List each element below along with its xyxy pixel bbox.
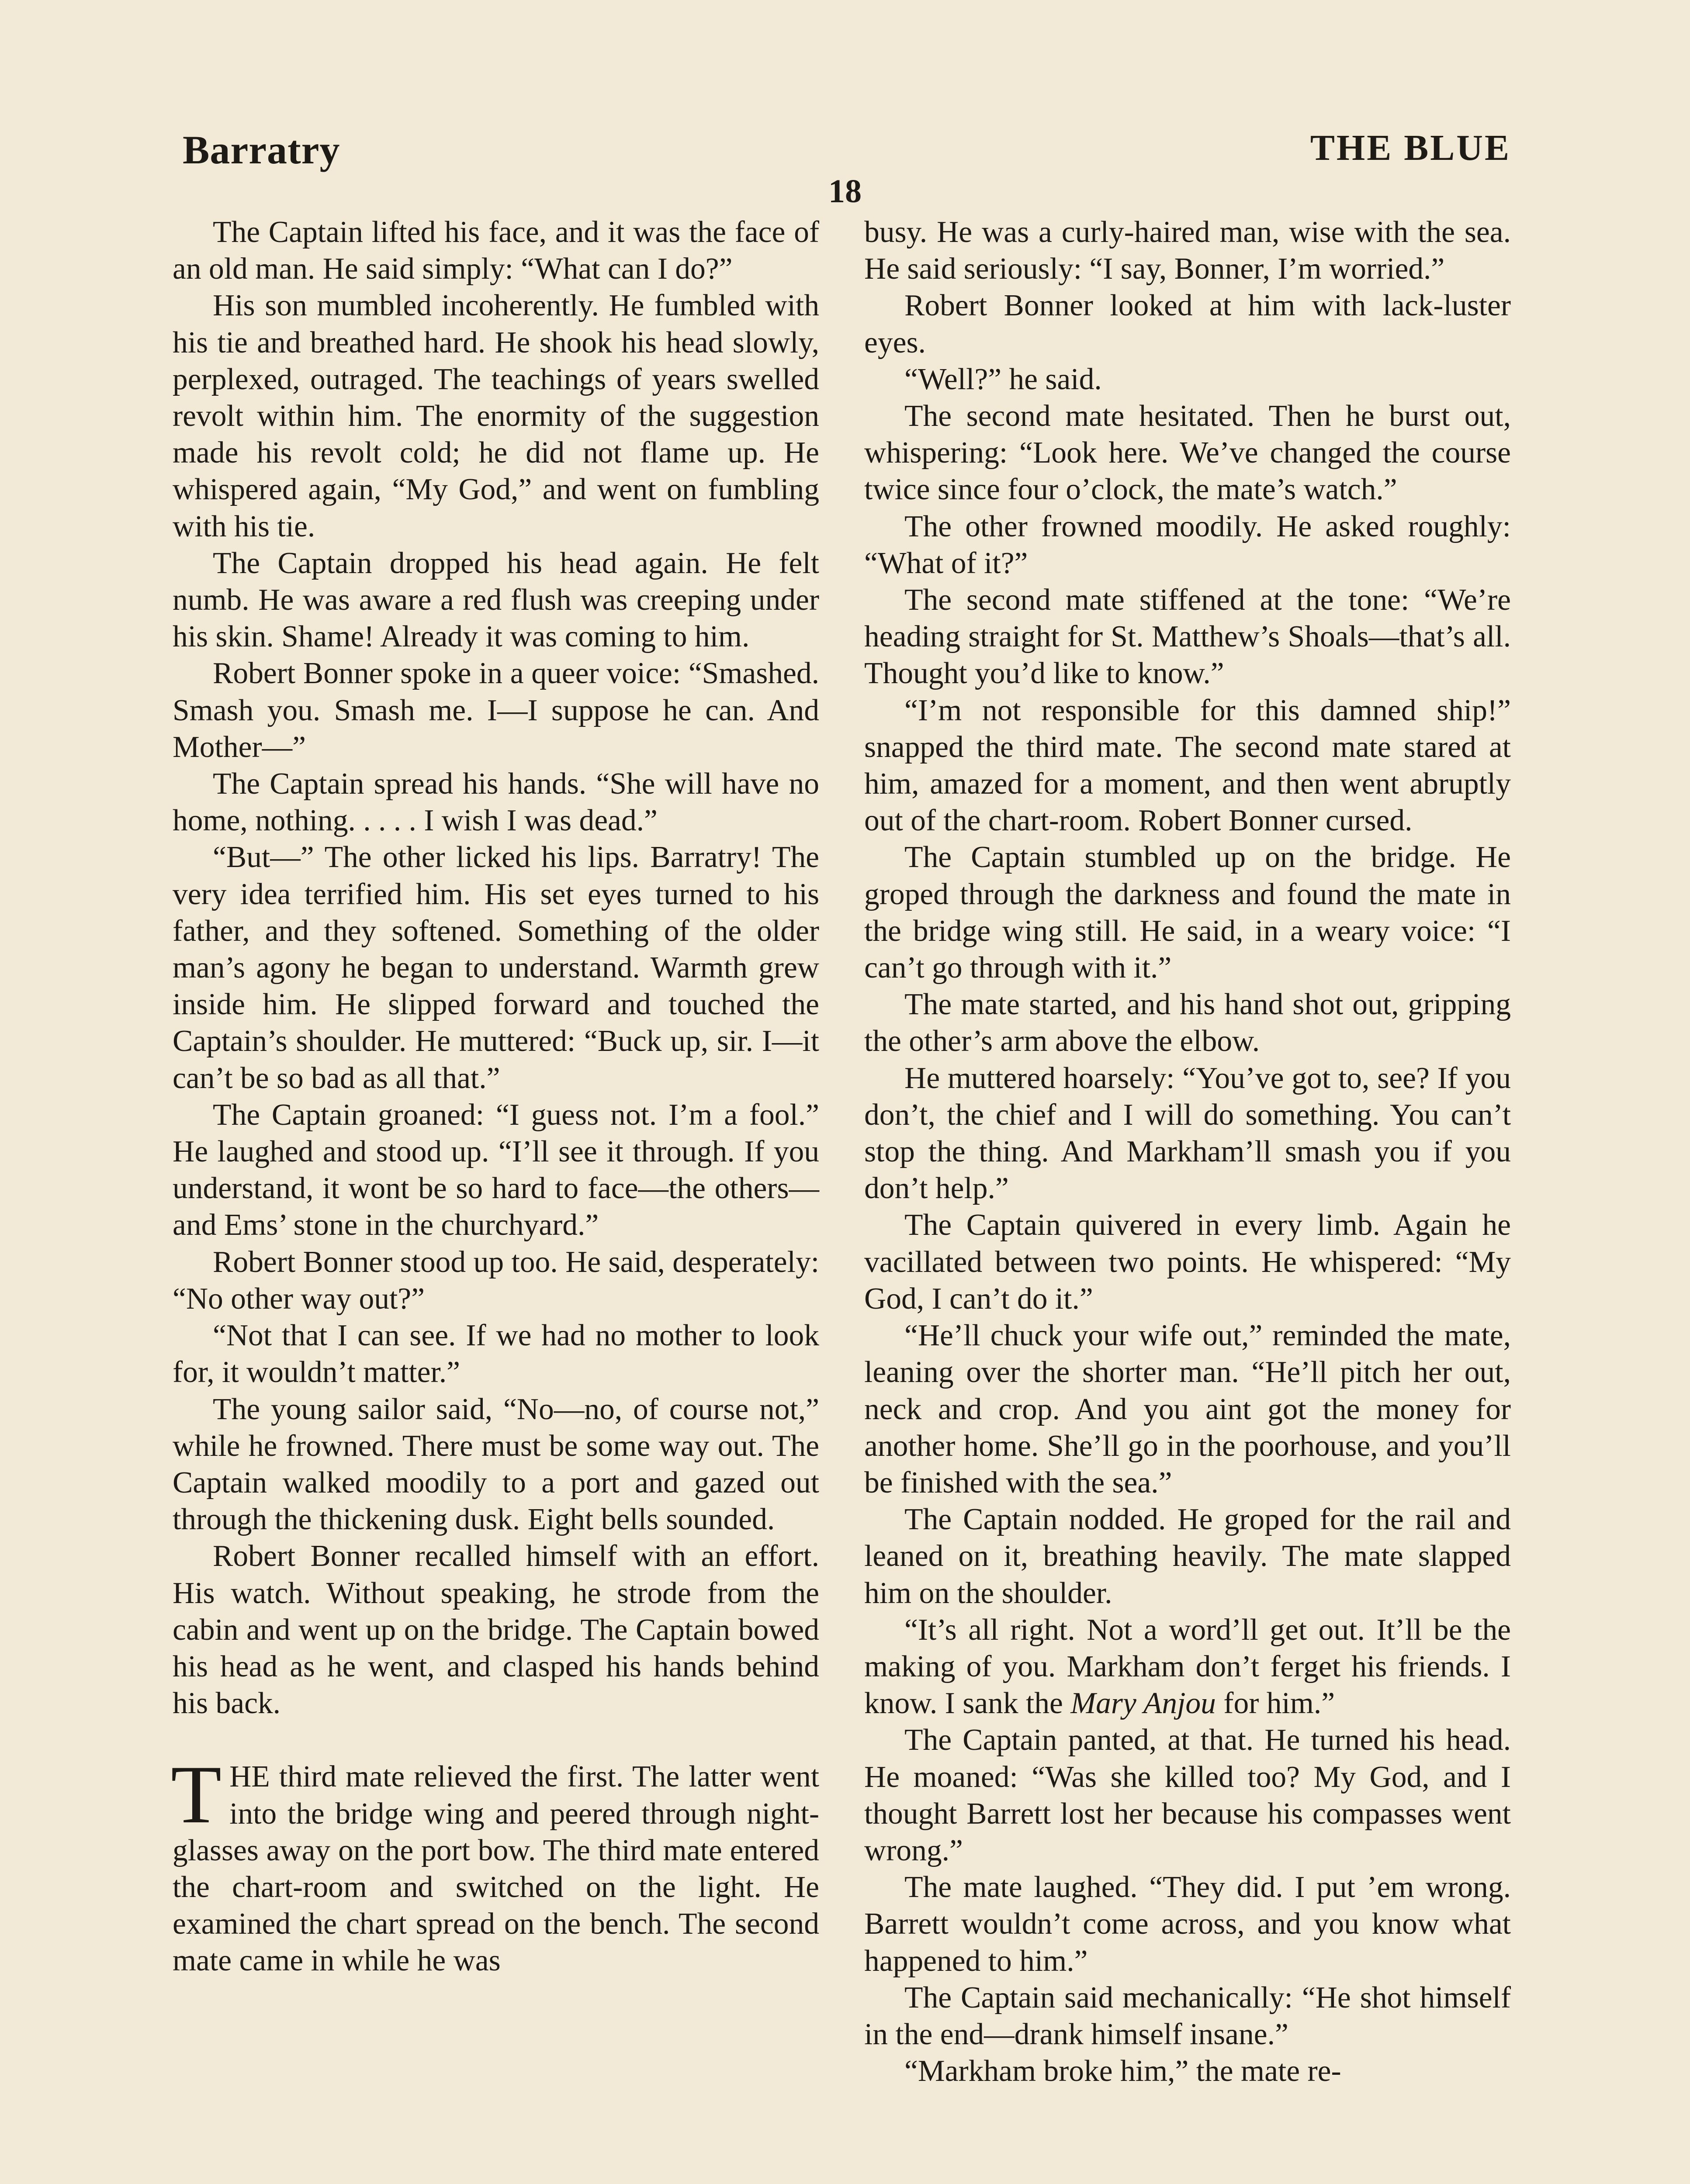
paragraph: The second mate stiffened at the tone: “We’re heading straight for St. Matthew’s Shoals—that’s all. Thought you’d like to know.”: [864, 583, 1511, 691]
paragraph: The Captain spread his hands. “She will have no home, nothing. . . . . I wish I was dead.”: [173, 767, 819, 838]
paragraph: The second mate hesitated. Then he burst out, whispering: “Look here. We’ve changed the course twice since four o’clock, the mate’s watch.”: [864, 399, 1511, 507]
paragraph: “Well?” he said.: [904, 362, 1102, 396]
paragraph: The mate laughed. “They did. I put ’em wrong. Barrett wouldn’t come across, and you know what happened to him.”: [864, 1870, 1511, 1978]
magazine-title-header: THE BLUE: [1310, 128, 1511, 168]
paragraph: Robert Bonner recalled himself with an effort. His watch. Without speaking, he strode from the cabin and went up on the bridge. The Captain bowed his head as he went, and clasped his hands behind his back.: [173, 1539, 819, 1721]
paragraph: The Captain said mechanically: “He shot himself in the end—drank himself insane.”: [864, 1980, 1511, 2051]
right-text-column: [864, 214, 1511, 2090]
paragraph: “I’m not responsible for this damned ship!” snapped the third mate. The second mate stared at him, amazed for a moment, and then went abruptly out of the chart-room. Robert Bonner cursed.: [864, 693, 1511, 838]
paragraph: “Markham broke him,” the mate re-: [904, 2054, 1341, 2088]
paragraph: The other frowned moodily. He asked roughly: “What of it?”: [864, 509, 1511, 580]
section-opening-paragraph: [171, 1749, 819, 1979]
paragraph: busy. He was a curly-haired man, wise with the sea. He said seriously: “I say, Bonner, I’m worried.”: [864, 215, 1511, 286]
paragraph: Robert Bonner spoke in a queer voice: “Smashed. Smash you. Smash me. I—I suppose he can. And Mother—”: [173, 657, 819, 764]
paragraph-text: for him.”: [1216, 1686, 1335, 1721]
paragraph: Robert Bonner stood up too. He said, desperately: “No other way out?”: [173, 1245, 819, 1316]
paragraph: The Captain panted, at that. He turned his head. He moaned: “Was she killed too? My God, and I thought Barrett lost her because his compasses went wrong.”: [864, 1723, 1511, 1867]
paragraph-text: “It’s all right. Not a word’ll get out. It’ll be the making of you. Markham don’t ferget his friends. I know. I sank the: [864, 1613, 1511, 1721]
page-number: 18: [828, 173, 862, 210]
paragraph: [864, 1612, 1511, 1722]
paragraph: The Captain groaned: “I guess not. I’m a fool.” He laughed and stood up. “I’ll see it through. If you understand, it wont be so hard to face—the others—and Ems’ stone in the churchyard.”: [173, 1098, 819, 1242]
paragraph: “He’ll chuck your wife out,” reminded the mate, leaning over the shorter man. “He’ll pitch her out, neck and crop. And you aint got the money for another home. She’ll go in the poorhouse, and you’ll be finished with the sea.”: [864, 1319, 1511, 1500]
paragraph: “But—” The other licked his lips. Barratry! The very idea terrified him. His set eyes turned to his father, and they softened. Something of the older man’s agony he began to understand. Warmth grew inside him. He slipped forward and touched the Captain’s shoulder. He muttered: “Buck up, sir. I—it can’t be so bad as all that.”: [173, 840, 819, 1095]
paragraph: The Captain dropped his head again. He felt numb. He was aware a red flush was creeping under his skin. Shame! Already it was coming to him.: [173, 546, 819, 654]
paragraph: The Captain lifted his face, and it was the face of an old man. He said simply: “What can I do?”: [173, 215, 819, 286]
story-title-header: Barratry: [183, 128, 340, 172]
paragraph: The mate started, and his hand shot out, gripping the other’s arm above the elbow.: [864, 988, 1511, 1058]
paragraph-text: HE third mate relieved the first. The latter went into the bridge wing and peered through night-glasses away on the port bow. The third mate entered the chart-room and switched on the light. He examined the chart spread on the bench. The second mate came in while he was: [173, 1760, 819, 1978]
paragraph: The young sailor said, “No—no, of course not,” while he frowned. There must be some way out. The Captain walked moodily to a port and gazed out through the thickening dusk. Eight bells sounded.: [173, 1392, 819, 1537]
paragraph: Robert Bonner looked at him with lack-luster eyes.: [864, 289, 1511, 359]
paragraph: He muttered hoarsely: “You’ve got to, see? If you don’t, the chief and I will do something. You can’t stop the thing. And Markham’ll smash you if you don’t help.”: [864, 1061, 1511, 1206]
left-text-column: [173, 214, 819, 1980]
ship-name: Mary Anjou: [1070, 1686, 1216, 1721]
drop-cap: T: [171, 1749, 222, 1841]
paragraph: The Captain quivered in every limb. Again he vacillated between two points. He whispered: “My God, I can’t do it.”: [864, 1208, 1511, 1316]
paragraph: His son mumbled incoherently. He fumbled with his tie and breathed hard. He shook his head slowly, perplexed, outraged. The teachings of years swelled revolt within him. The enormity of the suggestion made his revolt cold; he did not flame up. He whispered again, “My God,” and went on fumbling with his tie.: [173, 289, 819, 543]
paragraph: The Captain stumbled up on the bridge. He groped through the darkness and found the mate in the bridge wing still. He said, in a weary voice: “I can’t go through with it.”: [864, 840, 1511, 985]
section-break: [173, 1722, 819, 1759]
paragraph: The Captain nodded. He groped for the rail and leaned on it, breathing heavily. The mate slapped him on the shoulder.: [864, 1503, 1511, 1610]
paragraph: “Not that I can see. If we had no mother to look for, it wouldn’t matter.”: [173, 1319, 819, 1389]
